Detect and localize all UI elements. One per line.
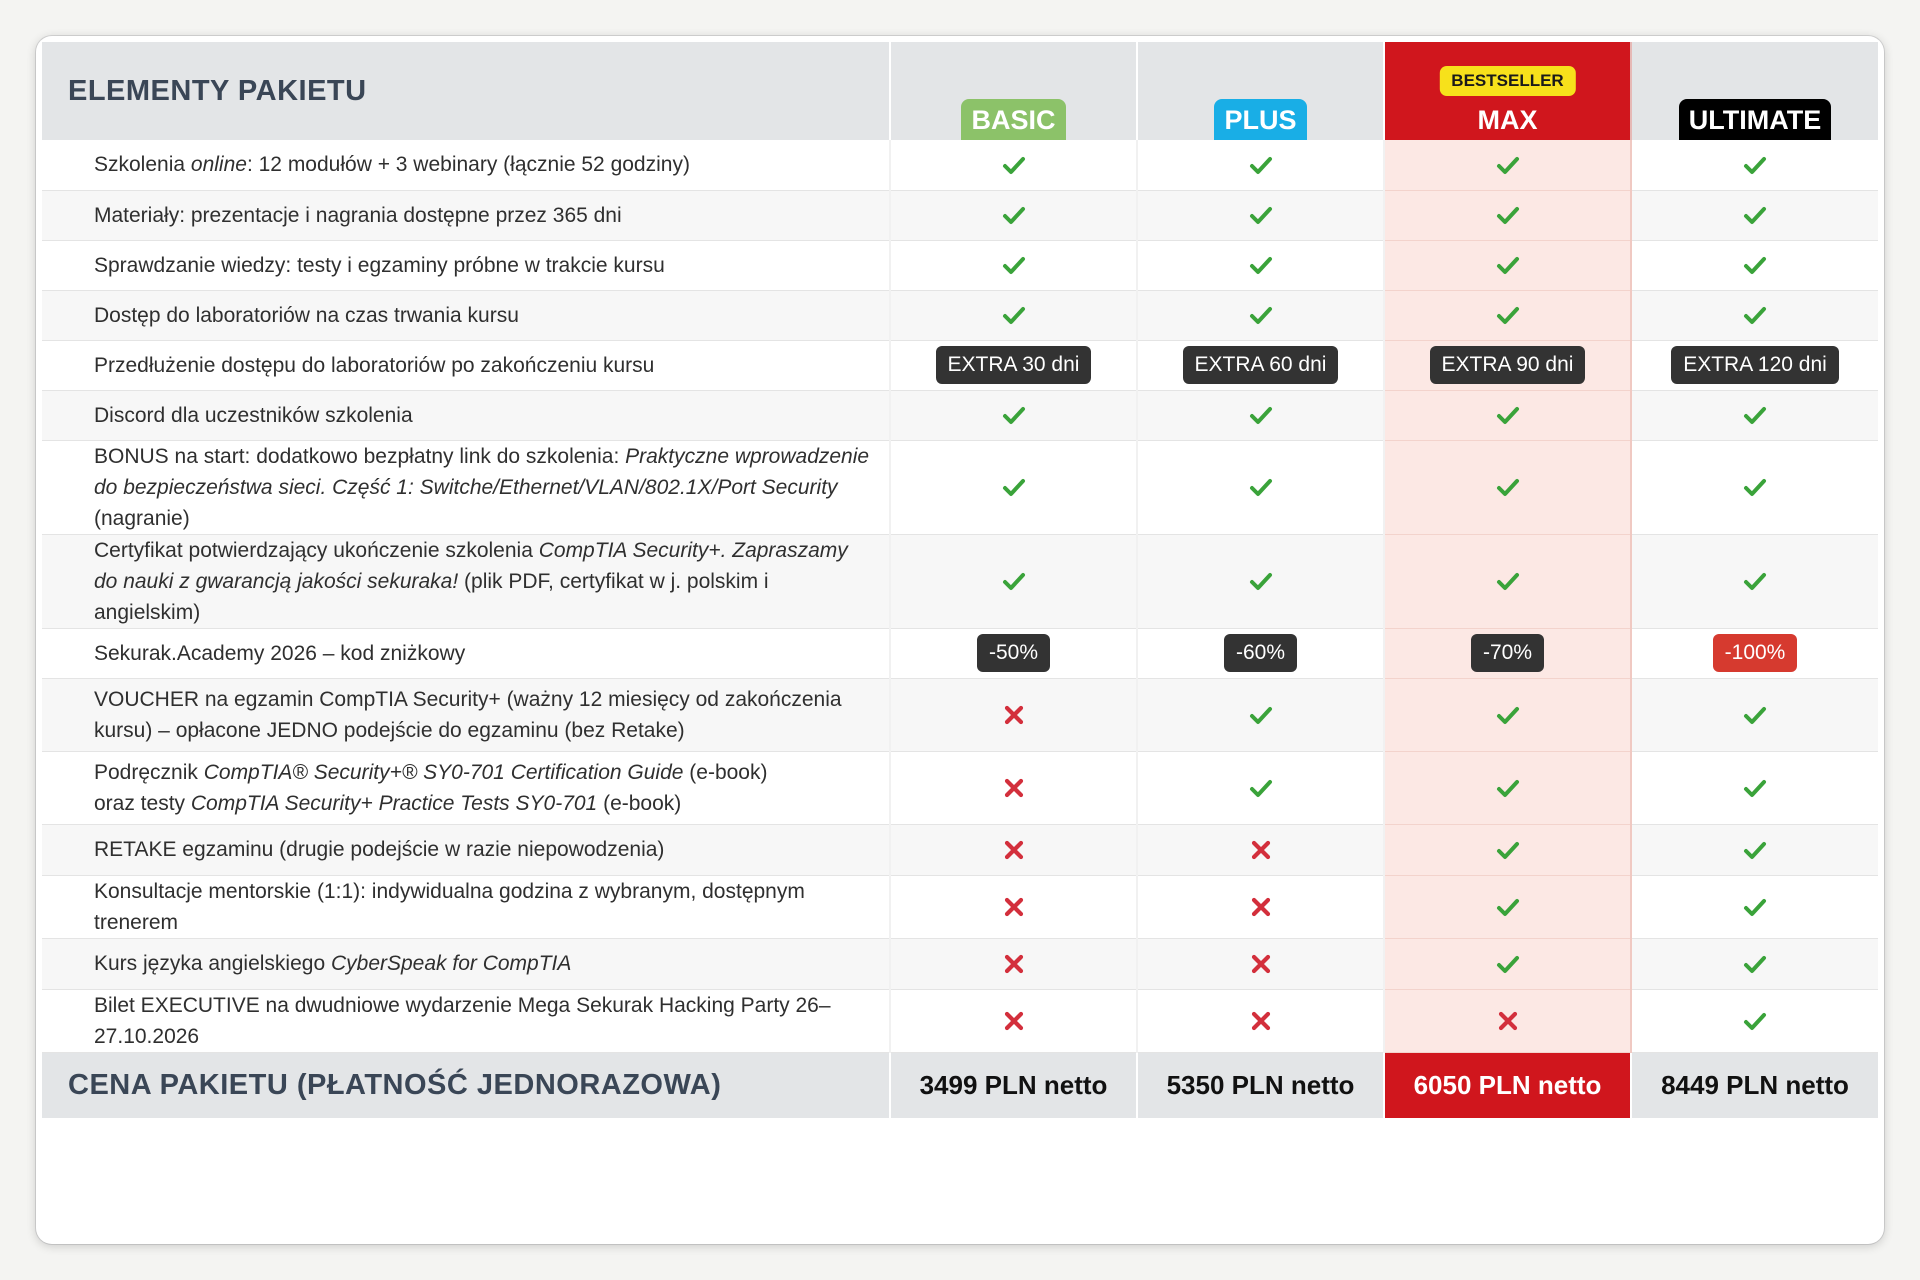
check-icon — [1249, 253, 1273, 277]
cell-plus — [1137, 938, 1384, 989]
feature-row — [42, 989, 1878, 1052]
cell-max — [1384, 824, 1631, 875]
check-icon — [1002, 303, 1026, 327]
price-basic: 3499 PLN netto — [890, 1052, 1137, 1118]
cell-basic — [890, 628, 1137, 678]
value-badge: EXTRA 60 dni — [1183, 346, 1339, 384]
feature-text: Praktyczne wprowadzenie do bezpieczeństwa sieci. Część 1: Switche/Ethernet/VLAN/802.1X/Port Security — [94, 444, 870, 499]
cross-icon — [1002, 1009, 1026, 1033]
cell-plus — [1137, 440, 1384, 534]
cell-basic — [890, 875, 1137, 938]
cell-ultimate — [1631, 824, 1878, 875]
cross-icon — [1496, 1009, 1520, 1033]
cell-max — [1384, 190, 1631, 240]
check-icon — [1496, 153, 1520, 177]
cross-icon — [1249, 952, 1273, 976]
feature-text: Sekurak.Academy 2026 – kod zniżkowy — [94, 641, 466, 665]
plan-label-basic: BASIC — [961, 99, 1065, 140]
feature-text: (nagranie) — [94, 506, 190, 530]
value-badge: EXTRA 30 dni — [936, 346, 1092, 384]
check-icon — [1249, 403, 1273, 427]
feature-text: oraz testy — [94, 791, 191, 815]
cell-basic — [890, 938, 1137, 989]
cell-ultimate — [1631, 938, 1878, 989]
check-icon — [1743, 838, 1767, 862]
cell-plus — [1137, 989, 1384, 1052]
cell-plus — [1137, 240, 1384, 290]
price-plus: 5350 PLN netto — [1137, 1052, 1384, 1118]
cell-basic — [890, 290, 1137, 340]
feature-row — [42, 751, 1878, 824]
plan-label-ultimate: ULTIMATE — [1679, 99, 1831, 140]
cell-max — [1384, 140, 1631, 190]
cell-plus — [1137, 751, 1384, 824]
feature-label — [42, 340, 890, 390]
value-badge: EXTRA 120 dni — [1671, 346, 1839, 384]
feature-text: Sprawdzanie wiedzy: testy i egzaminy próbne w trakcie kursu — [94, 253, 665, 277]
plan-label-plus: PLUS — [1214, 99, 1306, 140]
feature-row — [42, 440, 1878, 534]
check-icon — [1743, 475, 1767, 499]
check-icon — [1743, 403, 1767, 427]
cell-basic — [890, 751, 1137, 824]
feature-row — [42, 628, 1878, 678]
feature-label — [42, 938, 890, 989]
check-icon — [1496, 203, 1520, 227]
feature-text: BONUS na start: dodatkowo bezpłatny link do szkolenia: — [94, 444, 626, 468]
cross-icon — [1249, 895, 1273, 919]
cell-ultimate — [1631, 628, 1878, 678]
cell-plus — [1137, 290, 1384, 340]
features-body — [42, 140, 1878, 1052]
check-icon — [1249, 703, 1273, 727]
feature-row — [42, 824, 1878, 875]
cell-plus — [1137, 534, 1384, 628]
cell-ultimate — [1631, 340, 1878, 390]
plan-label-max: MAX — [1477, 105, 1538, 135]
check-icon — [1249, 569, 1273, 593]
cell-max — [1384, 390, 1631, 440]
cell-ultimate — [1631, 440, 1878, 534]
check-icon — [1743, 776, 1767, 800]
feature-row — [42, 534, 1878, 628]
cell-plus — [1137, 140, 1384, 190]
check-icon — [1743, 303, 1767, 327]
feature-label — [42, 751, 890, 824]
check-icon — [1249, 475, 1273, 499]
cell-ultimate — [1631, 140, 1878, 190]
cell-basic — [890, 190, 1137, 240]
check-icon — [1743, 703, 1767, 727]
feature-label — [42, 989, 890, 1052]
cell-ultimate — [1631, 390, 1878, 440]
feature-row — [42, 875, 1878, 938]
feature-text: Konsultacje mentorskie (1:1): indywidualna godzina z wybranym, dostępnym trenerem — [94, 879, 805, 934]
price-ultimate: 8449 PLN netto — [1631, 1052, 1878, 1118]
feature-label — [42, 875, 890, 938]
check-icon — [1496, 952, 1520, 976]
value-badge: EXTRA 90 dni — [1430, 346, 1586, 384]
plan-header-basic[interactable] — [890, 42, 1137, 140]
feature-label — [42, 240, 890, 290]
cell-ultimate — [1631, 989, 1878, 1052]
cell-plus — [1137, 628, 1384, 678]
feature-text: Bilet EXECUTIVE na dwudniowe wydarzenie Mega Sekurak Hacking Party 26–27.10.2026 — [94, 993, 831, 1048]
check-icon — [1743, 569, 1767, 593]
cell-max — [1384, 751, 1631, 824]
check-icon — [1002, 475, 1026, 499]
cell-plus — [1137, 678, 1384, 751]
feature-label — [42, 390, 890, 440]
check-icon — [1496, 403, 1520, 427]
check-icon — [1002, 153, 1026, 177]
check-icon — [1496, 569, 1520, 593]
check-icon — [1496, 253, 1520, 277]
feature-label — [42, 678, 890, 751]
cell-plus — [1137, 190, 1384, 240]
check-icon — [1743, 153, 1767, 177]
feature-row — [42, 938, 1878, 989]
check-icon — [1496, 838, 1520, 862]
feature-text: Podręcznik — [94, 760, 204, 784]
cell-basic — [890, 390, 1137, 440]
feature-text: CompTIA Security+ Practice Tests SY0-701 — [190, 791, 598, 815]
price-row — [42, 1052, 1878, 1118]
feature-text: Szkolenia — [94, 153, 191, 177]
features-column-title: ELEMENTY PAKIETU — [42, 42, 890, 140]
cell-ultimate — [1631, 751, 1878, 824]
feature-text: VOUCHER na egzamin CompTIA Security+ (ważny 12 miesięcy od zakończenia kursu) – opłacone JEDNO podejście do egzaminu (bez Retake) — [94, 687, 842, 742]
check-icon — [1002, 403, 1026, 427]
cross-icon — [1002, 895, 1026, 919]
cell-max — [1384, 340, 1631, 390]
pricing-table — [42, 42, 1878, 1118]
feature-label — [42, 534, 890, 628]
cross-icon — [1002, 838, 1026, 862]
cell-max — [1384, 938, 1631, 989]
check-icon — [1249, 303, 1273, 327]
cell-basic — [890, 440, 1137, 534]
price-max: 6050 PLN netto — [1384, 1052, 1631, 1118]
cell-max — [1384, 534, 1631, 628]
check-icon — [1249, 153, 1273, 177]
check-icon — [1002, 203, 1026, 227]
check-icon — [1249, 776, 1273, 800]
value-badge: -60% — [1224, 634, 1297, 672]
check-icon — [1496, 895, 1520, 919]
cross-icon — [1002, 952, 1026, 976]
feature-row — [42, 190, 1878, 240]
pricing-card — [36, 36, 1884, 1244]
cell-max — [1384, 440, 1631, 534]
feature-row — [42, 290, 1878, 340]
feature-row — [42, 340, 1878, 390]
feature-text: CompTIA Security+. Zapraszamy do nauki z gwarancją jakości sekuraka! — [94, 538, 848, 593]
header-row — [42, 42, 1878, 140]
cell-max — [1384, 678, 1631, 751]
feature-text: CompTIA® Security+® SY0-701 Certification Guide — [203, 760, 684, 784]
feature-text: Certyfikat potwierdzający ukończenie szkolenia — [94, 538, 539, 562]
feature-row — [42, 240, 1878, 290]
cell-ultimate — [1631, 875, 1878, 938]
cell-plus — [1137, 824, 1384, 875]
cell-max — [1384, 989, 1631, 1052]
cell-ultimate — [1631, 678, 1878, 751]
cell-basic — [890, 140, 1137, 190]
cross-icon — [1249, 1009, 1273, 1033]
feature-text: (e-book) — [597, 791, 682, 815]
check-icon — [1496, 475, 1520, 499]
feature-label — [42, 824, 890, 875]
cell-ultimate — [1631, 534, 1878, 628]
feature-text: Discord dla uczestników szkolenia — [94, 403, 413, 427]
feature-text: : 12 modułów + 3 webinary (łącznie 52 godziny) — [246, 153, 690, 177]
feature-label — [42, 440, 890, 534]
feature-text: Materiały: prezentacje i nagrania dostępne przez 365 dni — [94, 203, 622, 227]
cell-basic — [890, 240, 1137, 290]
cell-basic — [890, 534, 1137, 628]
cell-basic — [890, 989, 1137, 1052]
check-icon — [1496, 776, 1520, 800]
feature-label — [42, 140, 890, 190]
check-icon — [1002, 569, 1026, 593]
check-icon — [1496, 303, 1520, 327]
feature-row — [42, 390, 1878, 440]
value-badge: -70% — [1471, 634, 1544, 672]
check-icon — [1496, 703, 1520, 727]
cell-ultimate — [1631, 190, 1878, 240]
cell-plus — [1137, 340, 1384, 390]
feature-text: (e-book) — [683, 760, 768, 784]
plan-header-max[interactable] — [1384, 42, 1631, 140]
feature-text: RETAKE egzaminu (drugie podejście w razie niepowodzenia) — [94, 838, 665, 861]
check-icon — [1002, 253, 1026, 277]
cell-max — [1384, 628, 1631, 678]
plan-header-plus[interactable] — [1137, 42, 1384, 140]
feature-row — [42, 140, 1878, 190]
feature-text: CyberSpeak for CompTIA — [330, 952, 572, 975]
check-icon — [1743, 952, 1767, 976]
feature-text: online — [190, 153, 247, 177]
price-row-title: CENA PAKIETU (PŁATNOŚĆ JEDNORAZOWA) — [42, 1052, 890, 1118]
feature-text: Kurs języka angielskiego — [94, 952, 331, 975]
cell-ultimate — [1631, 240, 1878, 290]
cell-basic — [890, 340, 1137, 390]
check-icon — [1743, 1009, 1767, 1033]
check-icon — [1743, 203, 1767, 227]
feature-text: Dostęp do laboratoriów na czas trwania kursu — [94, 303, 519, 327]
feature-row — [42, 678, 1878, 751]
feature-text: Przedłużenie dostępu do laboratoriów po zakończeniu kursu — [94, 353, 655, 377]
cross-icon — [1002, 703, 1026, 727]
cross-icon — [1002, 776, 1026, 800]
value-badge: -50% — [977, 634, 1050, 672]
feature-text: (plik PDF, certyfikat w j. polskim i angielskim) — [94, 569, 769, 624]
cell-basic — [890, 678, 1137, 751]
check-icon — [1743, 895, 1767, 919]
feature-label — [42, 190, 890, 240]
cell-plus — [1137, 875, 1384, 938]
cell-basic — [890, 824, 1137, 875]
check-icon — [1743, 253, 1767, 277]
cross-icon — [1249, 838, 1273, 862]
cell-max — [1384, 875, 1631, 938]
feature-label — [42, 628, 890, 678]
cell-plus — [1137, 390, 1384, 440]
check-icon — [1249, 203, 1273, 227]
value-badge: -100% — [1713, 634, 1798, 672]
cell-max — [1384, 290, 1631, 340]
cell-ultimate — [1631, 290, 1878, 340]
cell-max — [1384, 240, 1631, 290]
feature-label — [42, 290, 890, 340]
plan-header-ultimate[interactable] — [1631, 42, 1878, 140]
bestseller-badge: BESTSELLER — [1439, 66, 1575, 96]
